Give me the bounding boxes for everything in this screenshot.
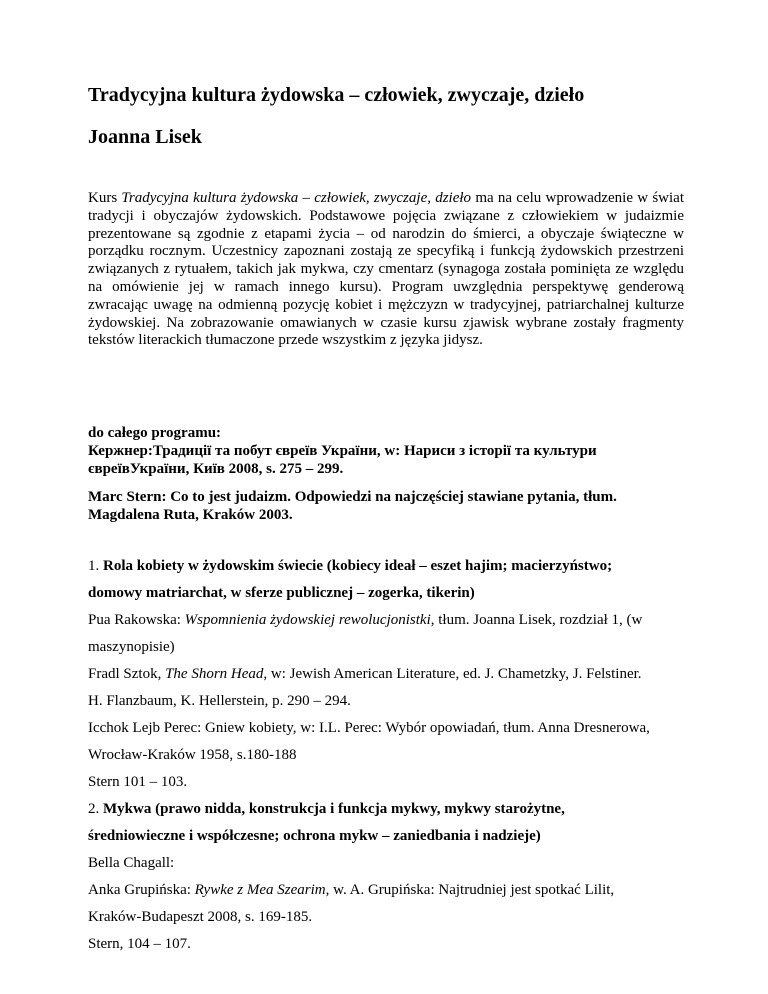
course-abstract: Kurs Tradycyjna kultura żydowska – człowiek, zwyczaje, dzieło ma na celu wprowadzenie w świat tradycji i obyczajów żydowskich. Podstawowe pojęcia związane z człowiekiem w judaizmie prezentowane są zgodnie z etapami życia – od narodzin do śmierci, a obyczaje świąteczne w porządku rocznym. Uczestnicy zapoznani zostają ze specyfiką i funkcją żydowskich przestrzeni związanych z rytuałem, takich jak mykwa, czy cmentarz (synagoga została pominięta ze względu na omówienie jej w ramach innego kursu). Program uwzględnia perspektywę genderową zwracając uwagę na odmienną pozycję kobiet i mężczyzn w tradycyjnej, patriarchalnej kulturze żydowskiej. Na zobrazowanie omawianych w czasie kursu zjawisk wybrane zostały fragmenty tekstów literackich tłumaczone przede wszystkim z języka jidysz. [88, 190, 684, 349]
section-heading-cont: średniowieczne i współczesne; ochrona mykw – zaniedbania i nadzieje) [88, 828, 541, 844]
list-item: H. Flanzbaum, K. Hellerstein, p. 290 – 294. [88, 693, 351, 709]
author-name: Joanna Lisek [88, 126, 202, 148]
list-item: Icchok Lejb Perec: Gniew kobiety, w: I.L. Perec: Wybór opowiadań, tłum. Anna Dresnerowa, [88, 720, 650, 736]
list-item: Stern 101 – 103. [88, 774, 188, 790]
section-heading: 1. Rola kobiety w żydowskim świecie (kobiecy ideał – eszet hajim; macierzyństwo; [88, 558, 613, 574]
syllabus-sections [88, 553, 688, 958]
list-item: Kraków-Budapeszt 2008, s. 169-185. [88, 909, 313, 925]
list-item: Stern, 104 – 107. [88, 936, 191, 952]
section-heading: 2. Mykwa (prawo nidda, konstrukcja i funkcja mykwy, mykwy starożytne, [88, 801, 565, 817]
general-bibliography [88, 425, 684, 478]
general-heading: do całego programu: [88, 425, 222, 441]
list-item: Fradl Sztok, The Shorn Head, w: Jewish American Literature, ed. J. Chametzky, J. Felstiner. [88, 666, 642, 682]
list-item: Wrocław-Kraków 1958, s.180-188 [88, 747, 297, 763]
list-item: Bella Chagall: [88, 855, 175, 871]
reference-stern: Marc Stern: Co to jest judaizm. Odpowiedzi na najczęściej stawiane pytania, tłum. Magdalena Ruta, Kraków 2003. [88, 489, 617, 523]
course-name: Tradycyjna kultura żydowska – człowiek, zwyczaje, dzieło [121, 190, 472, 206]
list-item: Pua Rakowska: Wspomnienia żydowskiej rewolucjonistki, tłum. Joanna Lisek, rozdział 1, (w [88, 612, 643, 628]
reference-kerzhner: Кержнер:Традиції та побут євреїв України, w: Нариси з історії та культури євреївУкраїни, Київ 2008, s. 275 – 299. [88, 442, 597, 477]
list-item: Anka Grupińska: Rywke z Mea Szearim, w. A. Grupińska: Najtrudniej jest spotkać Lilit, [88, 882, 615, 898]
section-heading-cont: domowy matriarchat, w sferze publicznej – zogerka, tikerin) [88, 585, 475, 601]
document-title: Tradycyjna kultura żydowska – człowiek, zwyczaje, dzieło [88, 84, 585, 106]
list-item: maszynopisie) [88, 639, 175, 655]
